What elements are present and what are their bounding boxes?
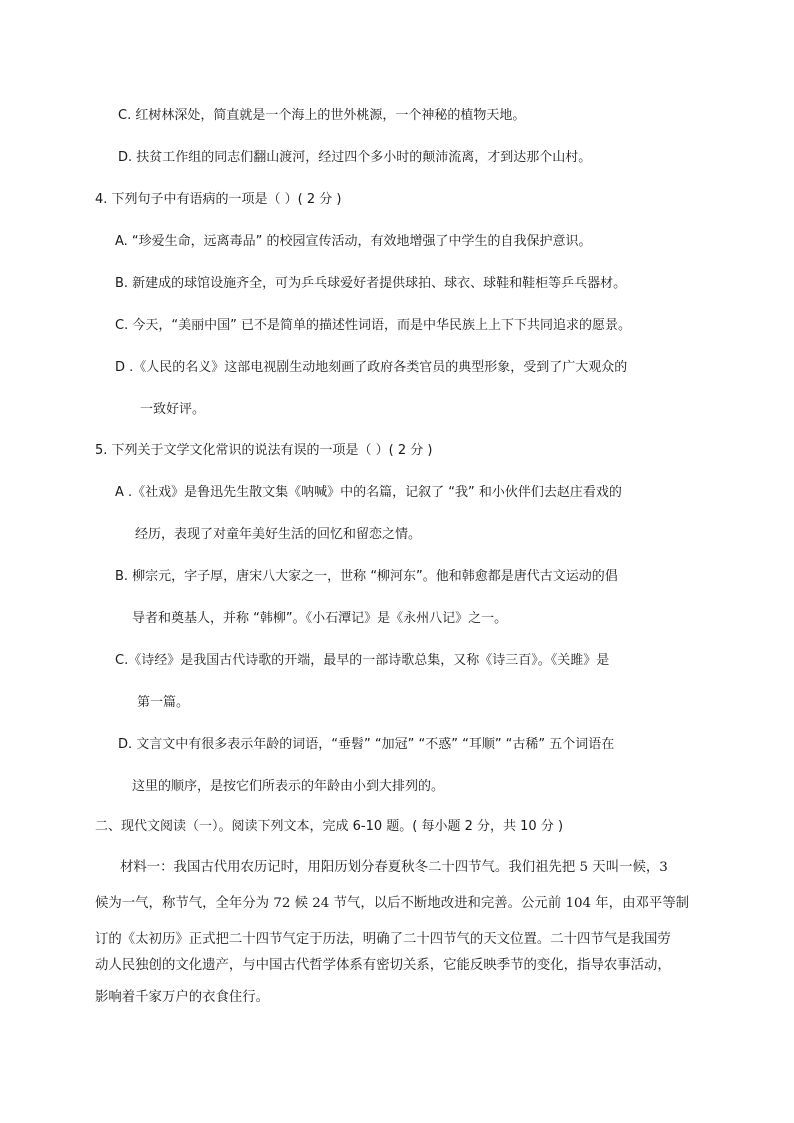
option-c-q5-cont: 第一篇。 (137, 695, 190, 710)
question-4: 4. 下列句子中有语病的一项是（ ）( 2 分 ) (95, 192, 342, 207)
passage-line-2: 候为一气，称节气，全年分为 72 候 24 节气，以后不断地改进和完善。公元前 104 年，由邓平等制 (95, 896, 690, 911)
passage-line-3: 订的《太初历》正式把二十四节气定于历法，明确了二十四节气的天文位置。二十四节气是我国劳 (95, 932, 671, 947)
question-5: 5. 下列关于文学文化常识的说法有误的一项是（ ）( 2 分 ) (95, 443, 433, 458)
option-a-q4: A. “珍爱生命，远离毒品” 的校园宣传活动，有效地增强了中学生的自我保护意识。 (115, 234, 592, 249)
option-a-q5: A .《社戏》是鲁迅先生散文集《呐喊》中的名篇，记叙了 “我” 和小伙伴们去赵庄看戏的 (115, 485, 622, 500)
section-heading: 二、现代文阅读（一）。阅读下列文本，完成 6-10 题。( 每小题 2 分，共 10 分 ) (95, 819, 564, 834)
option-c-q3: C. 红树林深处，简直就是一个海上的世外桃源，一个神秘的植物天地。 (118, 108, 526, 123)
option-a-q5-cont: 经历，表现了对童年美好生活的回忆和留恋之情。 (135, 527, 422, 542)
option-b-q5: B. 柳宗元，字子厚，唐宋八大家之一，世称 “柳河东”。他和韩愈都是唐代古文运动的倡 (115, 569, 618, 584)
option-d-q5-cont: 这里的顺序，是按它们所表示的年龄由小到大排列的。 (132, 779, 445, 794)
option-b-q4: B. 新建成的球馆设施齐全，可为乒乓球爱好者提供球拍、球衣、球鞋和鞋柜等乒乓器材。 (115, 276, 627, 291)
passage-line-1: 材料一：我国古代用农历记时，用阳历划分春夏秋冬二十四节气。我们祖先把 5 天叫一候，3 (120, 860, 668, 875)
option-b-q5-cont: 导者和奠基人，并称 “韩柳”。《小石潭记》是《永州八记》之一。 (132, 611, 508, 626)
option-c-q4: C. 今天，“美丽中国” 已不是简单的描述性词语，而是中华民族上上下下共同追求的愿景。 (115, 318, 631, 333)
option-d-q5: D. 文言文中有很多表示年龄的词语，“垂髫” “加冠” “不惑” “耳顺” “古稀” 五个词语在 (118, 737, 615, 752)
option-d-q4-cont: 一致好评。 (140, 402, 206, 417)
option-d-q4: D .《人民的名义》这部电视剧生动地刻画了政府各类官员的典型形象，受到了广大观众的 (115, 360, 628, 375)
passage-line-5: 影响着千家万户的衣食住行。 (95, 990, 270, 1005)
option-d-q3: D. 扶贫工作组的同志们翻山渡河，经过四个多小时的颠沛流离，才到达那个山村。 (118, 150, 592, 165)
option-c-q5: C.《诗经》是我国古代诗歌的开端，最早的一部诗歌总集，又称《诗三百》。《关雎》是 (115, 653, 610, 668)
passage-line-4: 动人民独创的文化遗产，与中国古代哲学体系有密切关系，它能反映季节的变化，指导农事活动， (95, 958, 671, 973)
